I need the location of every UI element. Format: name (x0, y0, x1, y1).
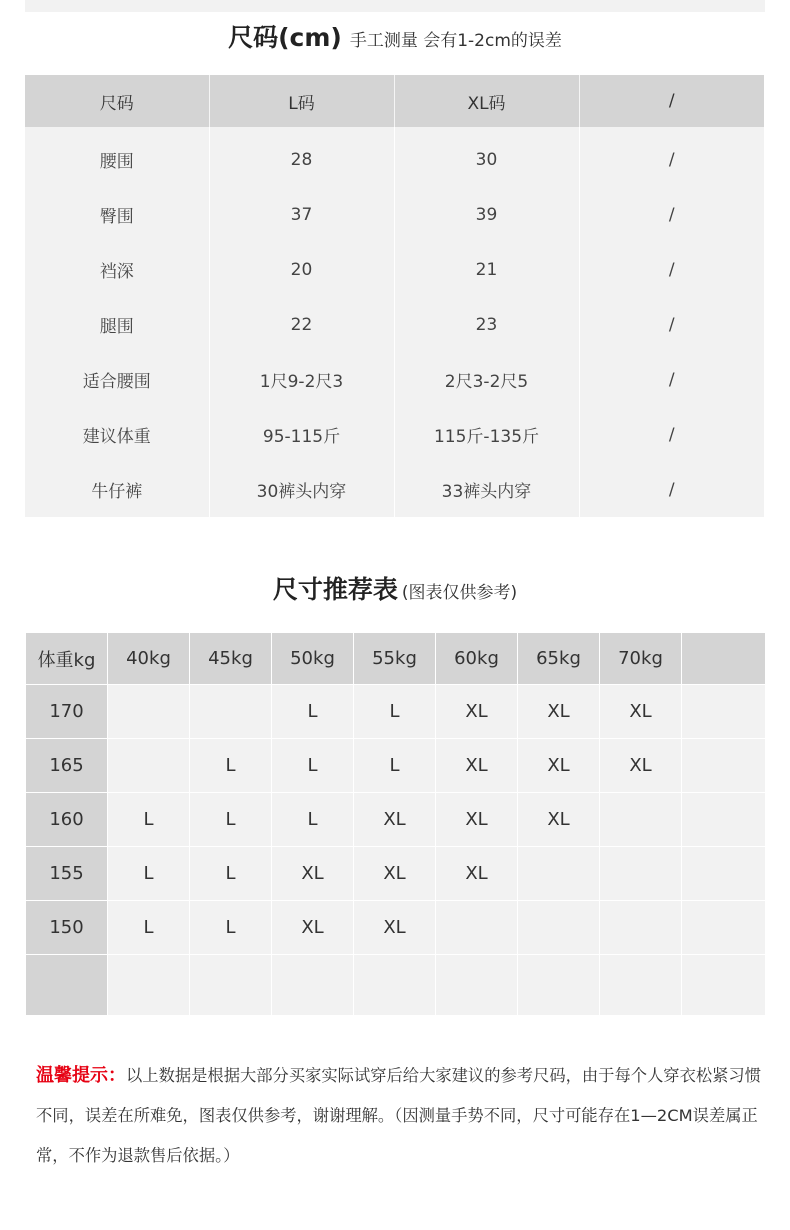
table-cell (600, 901, 682, 955)
size-chart-table (25, 75, 764, 517)
header-cell: XL码 (394, 75, 579, 127)
header-cell: 50kg (272, 633, 354, 685)
table-cell (682, 739, 766, 793)
size-chart-heading: 尺码(cm) (228, 23, 342, 52)
row-label: 裆深 (25, 242, 209, 297)
height-label (26, 955, 108, 1016)
table-cell (518, 847, 600, 901)
table-cell (436, 955, 518, 1016)
table-cell: XL (354, 901, 436, 955)
top-divider-bar (25, 0, 765, 12)
table-cell: XL (436, 847, 518, 901)
table-cell: / (579, 187, 764, 242)
table-cell: 33裤头内穿 (394, 462, 579, 517)
recommend-subtitle: (图表仅供参考) (401, 583, 518, 603)
tip-text: 以上数据是根据大部分买家实际试穿后给大家建议的参考尺码，由于每个人穿衣松紧习惯不同，误差在所难免，图表仅供参考，谢谢理解。（因测量手势不同，尺寸可能存在1—2CM误差属正常，不作为退款售后依据。） (36, 1066, 761, 1165)
table-cell: 1尺9-2尺3 (209, 352, 394, 407)
table-row (25, 407, 764, 462)
table-cell: 30 (394, 127, 579, 187)
table-cell: 23 (394, 297, 579, 352)
table-cell: XL (600, 685, 682, 739)
table-cell: 115斤-135斤 (394, 407, 579, 462)
row-label: 臀围 (25, 187, 209, 242)
table-cell: L (190, 901, 272, 955)
table-cell: L (354, 685, 436, 739)
table-cell (108, 955, 190, 1016)
table-row (25, 127, 764, 187)
table-cell (682, 901, 766, 955)
table-cell: 21 (394, 242, 579, 297)
row-label: 建议体重 (25, 407, 209, 462)
table-cell: L (108, 793, 190, 847)
table-cell: XL (272, 847, 354, 901)
tip-note (36, 1056, 766, 1176)
table-cell (354, 955, 436, 1016)
table-cell: L (272, 739, 354, 793)
recommend-heading: 尺寸推荐表 (272, 575, 398, 604)
tip-label: 温馨提示： (36, 1065, 126, 1086)
header-cell (682, 633, 766, 685)
table-cell (682, 955, 766, 1016)
table-cell: L (190, 793, 272, 847)
table-cell: / (579, 127, 764, 187)
table-row (26, 901, 766, 955)
header-cell: 60kg (436, 633, 518, 685)
recommend-table (25, 632, 766, 1016)
table-cell (600, 955, 682, 1016)
table-cell: XL (272, 901, 354, 955)
table-cell (272, 955, 354, 1016)
table-row (25, 352, 764, 407)
height-label: 165 (26, 739, 108, 793)
table-row (25, 462, 764, 517)
table-cell (682, 847, 766, 901)
table-cell: 2尺3-2尺5 (394, 352, 579, 407)
size-chart-header-row (25, 75, 764, 127)
table-cell (108, 739, 190, 793)
table-cell: / (579, 242, 764, 297)
table-cell: 37 (209, 187, 394, 242)
table-cell: L (108, 847, 190, 901)
table-cell: L (272, 685, 354, 739)
recommend-chart-title (0, 570, 790, 610)
table-cell: / (579, 297, 764, 352)
header-cell: 70kg (600, 633, 682, 685)
table-cell: / (579, 407, 764, 462)
header-cell: / (579, 75, 764, 127)
table-cell: 39 (394, 187, 579, 242)
table-cell: L (190, 847, 272, 901)
table-row (25, 187, 764, 242)
table-cell (682, 793, 766, 847)
table-cell: / (579, 462, 764, 517)
header-cell: 尺码 (25, 75, 209, 127)
table-cell: XL (354, 847, 436, 901)
header-cell: 40kg (108, 633, 190, 685)
table-cell: XL (354, 793, 436, 847)
table-cell (518, 955, 600, 1016)
table-row (26, 793, 766, 847)
table-cell: XL (518, 739, 600, 793)
table-cell (108, 685, 190, 739)
table-cell: XL (600, 739, 682, 793)
table-cell: 95-115斤 (209, 407, 394, 462)
table-cell: L (190, 739, 272, 793)
table-cell: 20 (209, 242, 394, 297)
row-label: 牛仔裤 (25, 462, 209, 517)
header-cell: 体重kg (26, 633, 108, 685)
table-cell (190, 955, 272, 1016)
table-cell (682, 685, 766, 739)
table-row (26, 955, 766, 1016)
table-cell: XL (518, 685, 600, 739)
recommend-header-row (26, 633, 766, 685)
table-cell: L (108, 901, 190, 955)
height-label: 155 (26, 847, 108, 901)
header-cell: 45kg (190, 633, 272, 685)
height-label: 170 (26, 685, 108, 739)
height-label: 150 (26, 901, 108, 955)
table-cell: 22 (209, 297, 394, 352)
table-cell (436, 901, 518, 955)
table-row (26, 847, 766, 901)
table-row (25, 242, 764, 297)
table-cell: L (272, 793, 354, 847)
table-cell: 28 (209, 127, 394, 187)
row-label: 腿围 (25, 297, 209, 352)
table-cell: 30裤头内穿 (209, 462, 394, 517)
header-cell: 55kg (354, 633, 436, 685)
table-cell (190, 685, 272, 739)
table-cell: L (354, 739, 436, 793)
table-cell: XL (518, 793, 600, 847)
table-cell (600, 847, 682, 901)
table-row (25, 297, 764, 352)
header-cell: 65kg (518, 633, 600, 685)
table-cell (600, 793, 682, 847)
size-chart-subtitle: 手工测量 会有1-2cm的误差 (349, 31, 562, 51)
table-cell (518, 901, 600, 955)
table-cell: XL (436, 739, 518, 793)
row-label: 腰围 (25, 127, 209, 187)
size-chart-title (0, 18, 790, 58)
height-label: 160 (26, 793, 108, 847)
table-row (26, 685, 766, 739)
table-cell: / (579, 352, 764, 407)
table-cell: XL (436, 685, 518, 739)
table-cell: XL (436, 793, 518, 847)
row-label: 适合腰围 (25, 352, 209, 407)
table-row (26, 739, 766, 793)
header-cell: L码 (209, 75, 394, 127)
